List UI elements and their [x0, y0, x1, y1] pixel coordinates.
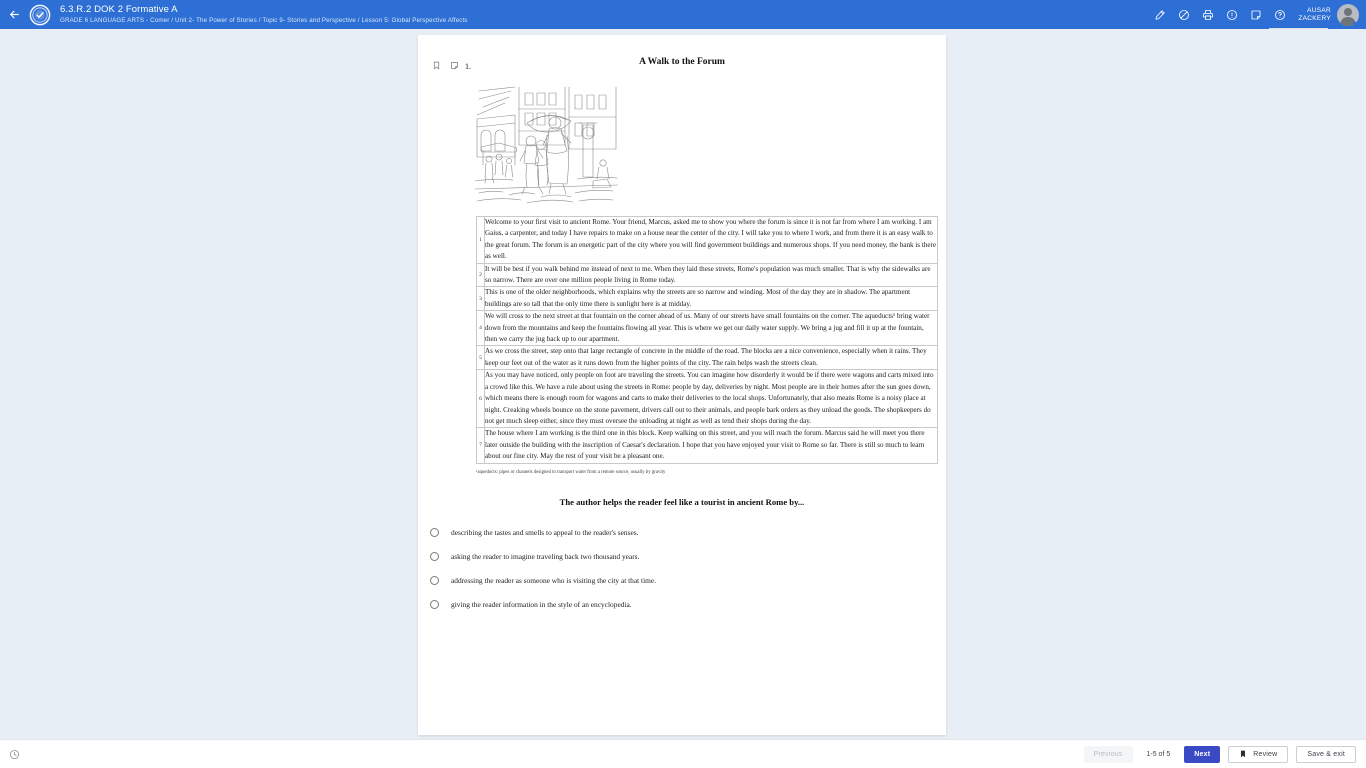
paragraph-number: 5	[477, 346, 485, 370]
question-tools	[432, 57, 459, 75]
radio-button[interactable]	[430, 576, 439, 585]
next-button[interactable]: Next	[1184, 746, 1220, 763]
answer-choices	[430, 521, 946, 617]
passage-row	[477, 287, 938, 311]
passage-row	[477, 428, 938, 463]
radio-button[interactable]	[430, 528, 439, 537]
paragraph-number: 3	[477, 287, 485, 311]
question-stem: The author helps the reader feel like a tourist in ancient Rome by...	[559, 496, 805, 507]
paragraph-number: 7	[477, 428, 485, 463]
clock-icon[interactable]	[9, 749, 20, 760]
paragraph-text: As you may have noticed, only people on foot are traveling the streets. You can imagine how disorderly it would be if there were wagons and carts mixed into a crowd like this. We have a rule about using the streets in Rome: people by day, deliveries by night. Most people are in their homes after the sun goes down, which means there is enough room for wagons and carts to make their deliveries to the local shops. Unfortunately, that also means Rome is a noisy place at night. Creaking wheels bounce on the stone pavement, drivers call out to their animals, and people bark orders as they unload the goods. The shopkeepers do not get much sleep either, since they must oversee the unloading at night as well as tend their shops during the day.	[485, 370, 938, 428]
question-card	[418, 35, 946, 735]
paragraph-number: 4	[477, 311, 485, 346]
passage-illustration	[475, 85, 618, 208]
answer-choice-label: addressing the reader as someone who is visiting the city at that time.	[451, 576, 657, 586]
assessment-badge-icon	[28, 3, 52, 27]
help-icon[interactable]	[1268, 0, 1292, 29]
answer-choice-label: giving the reader information in the style of an encyclopedia.	[451, 600, 632, 610]
passage-title: A Walk to the Forum	[639, 57, 725, 67]
back-arrow-icon[interactable]	[0, 0, 28, 29]
answer-choice-b[interactable]	[430, 545, 946, 569]
answer-choice-d[interactable]	[430, 593, 946, 617]
paragraph-number: 6	[477, 370, 485, 428]
paragraph-text: Welcome to your first visit to ancient Rome. Your friend, Marcus, asked me to show you where the forum is since it is not far from where I am working. I am Gaius, a carpenter, and today I have repairs to make on a house near the center of the city. I will take you to where I work, and from there it is an easy walk to the great forum. The forum is an energetic part of the city where you will find government buildings and numerous shops. If you need money, the bank is there as well.	[485, 217, 938, 264]
save-exit-button[interactable]: Save & exit	[1296, 746, 1356, 763]
paragraph-number: 2	[477, 263, 485, 287]
passage-body	[477, 217, 938, 464]
navigation-buttons	[1084, 746, 1366, 763]
header-title-block	[60, 5, 468, 24]
avatar-head	[1344, 8, 1352, 16]
answer-choice-c[interactable]	[430, 569, 946, 593]
assessment-workspace	[0, 29, 1366, 739]
avatar[interactable]	[1337, 4, 1359, 26]
passage-row	[477, 263, 938, 287]
strikethrough-icon[interactable]	[1172, 0, 1196, 29]
user-name-last: ZACKERY	[1298, 14, 1331, 22]
passage-footnote: ¹aqueducts: pipes or channels designed to transport water from a remote source, usually by gravity	[476, 469, 666, 475]
bottom-toolbar	[0, 739, 1366, 768]
pager-status: 1-5 of 5	[1146, 750, 1171, 758]
question-number: 1.	[465, 61, 471, 71]
bookmark-icon	[1239, 750, 1247, 758]
printer-icon[interactable]	[1196, 0, 1220, 29]
radio-button[interactable]	[430, 552, 439, 561]
paragraph-number: 1	[477, 217, 485, 264]
paragraph-text: As we cross the street, step onto that large rectangle of concrete in the middle of the road. The blocks are a nice convenience, especially when it rains. They keep our feet out of the water as it runs down from the higher points of the city. The rain helps wash the streets clean.	[485, 346, 938, 370]
paragraph-text: We will cross to the next street at that fountain on the corner ahead of us. Many of our streets have small fountains on the corner. The aqueducts¹ bring water down from the mountains and keep the fountains flowing all year. This is where we get our daily water supply. We bring a jug and fill it up at the fountain, then we carry the jug back up to our apartment.	[485, 311, 938, 346]
paragraph-text: It will be best if you walk behind me instead of next to me. When they laid these streets, Rome's population was much smaller. That is why the sidewalks are so narrow. There are over one million people living in Rome today.	[485, 263, 938, 287]
answer-choice-label: describing the tastes and smells to appeal to the reader's senses.	[451, 528, 639, 538]
review-button-label: Review	[1253, 750, 1278, 758]
answer-choice-a[interactable]	[430, 521, 946, 545]
highlighter-icon[interactable]	[1148, 0, 1172, 29]
top-header-bar	[0, 0, 1366, 29]
passage-row	[477, 370, 938, 428]
radio-button[interactable]	[430, 600, 439, 609]
passage-row	[477, 346, 938, 370]
paragraph-text: The house where I am working is the third one in this block. Keep walking on this street, and you will reach the forum. Marcus said he will meet you there later outside the building with the inscription of Caesar's declaration. I hope that you have enjoyed your visit to Rome so far. There is still so much to learn about our fine city. May the rest of your visit be a pleasant one.	[485, 428, 938, 463]
user-name-first: AUSAR	[1307, 6, 1331, 14]
previous-button: Previous	[1084, 746, 1133, 763]
assessment-title: 6.3.R.2 DOK 2 Formative A	[60, 3, 178, 15]
user-name[interactable]	[1298, 7, 1331, 23]
paragraph-text: This is one of the older neighborhoods, which explains why the streets are so narrow and winding. Most of the day they are in shadow. The apartment buildings are so tall that the only time there is sunlight here is at midday.	[485, 287, 938, 311]
alert-icon[interactable]	[1220, 0, 1244, 29]
question-header	[418, 35, 946, 75]
passage-table	[476, 216, 938, 464]
breadcrumb: GRADE 6 LANGUAGE ARTS - Comer / Unit 2- The Power of Stories / Topic 9- Stories and Perspective / Lesson 5: Global Perspective Affects	[60, 16, 468, 24]
chevron-down-icon[interactable]	[1352, 22, 1358, 26]
passage-row	[477, 217, 938, 264]
answer-choice-label: asking the reader to imagine traveling back two thousand years.	[451, 552, 640, 562]
passage-row	[477, 311, 938, 346]
bookmark-icon[interactable]	[432, 57, 441, 75]
note-icon[interactable]	[450, 57, 459, 75]
review-button[interactable]	[1228, 746, 1288, 763]
note-icon[interactable]	[1244, 0, 1268, 29]
header-toolbar	[1148, 0, 1366, 29]
